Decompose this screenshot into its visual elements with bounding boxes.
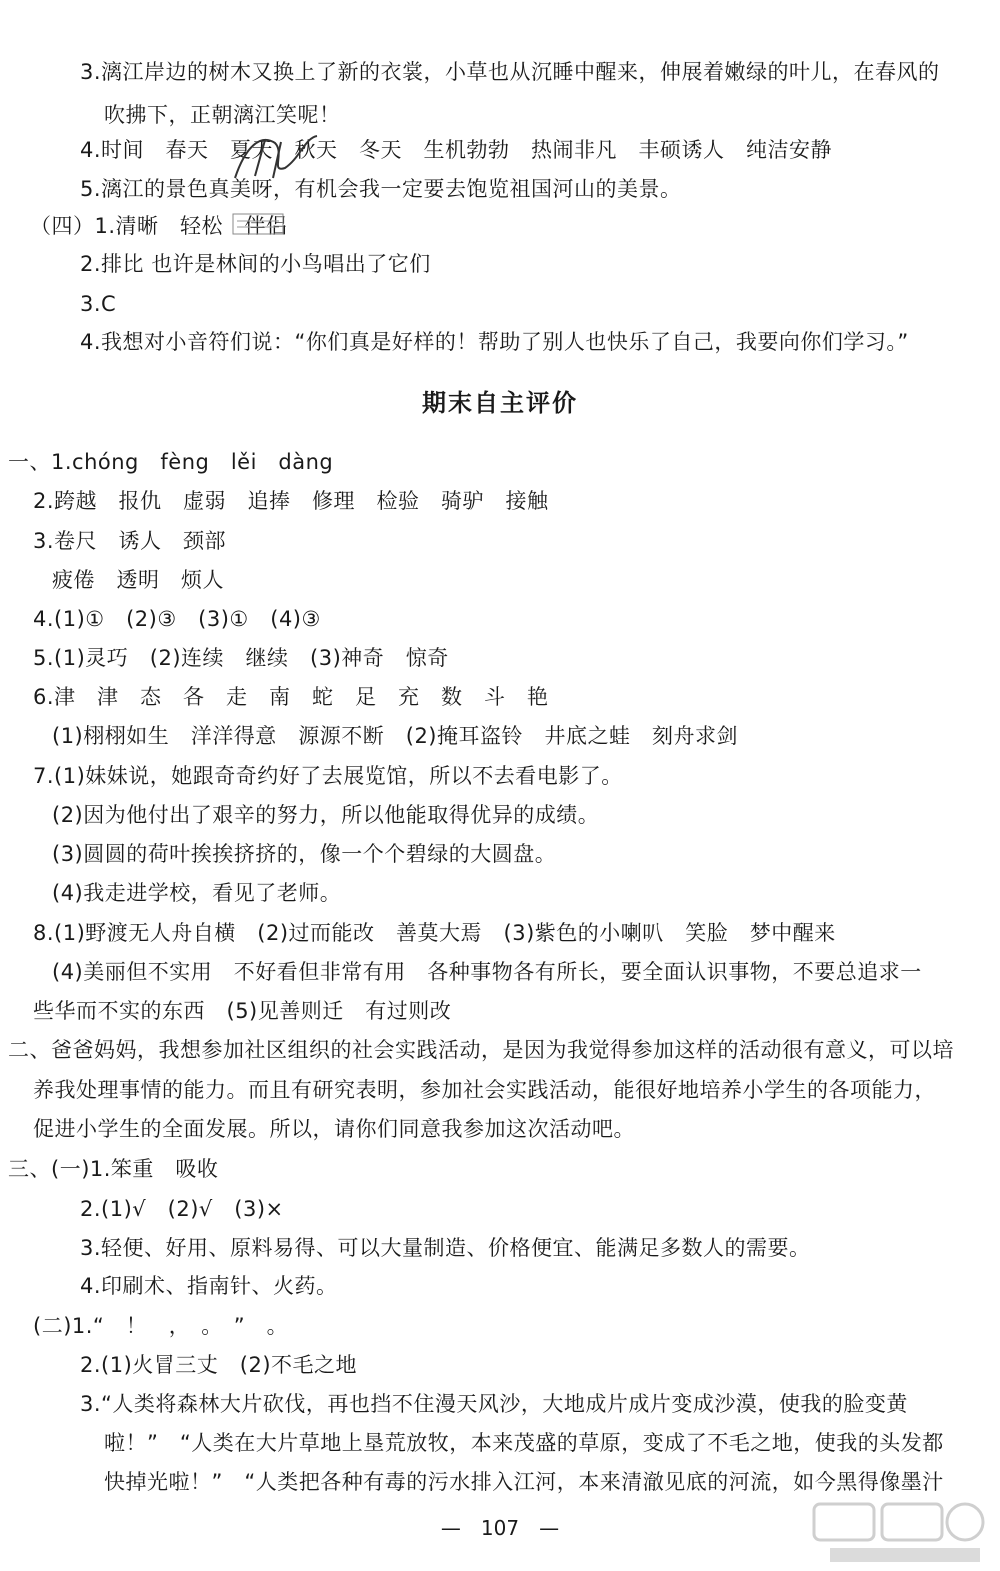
answer-line: (2)因为他付出了艰辛的努力，所以他能取得优异的成绩。 <box>52 803 600 827</box>
answer-line: 3.“人类将森林大片砍伐，再也挡不住漫天风沙，大地成片成片变成沙漠，使我的脸变黄 <box>80 1392 908 1416</box>
answer-line: 2.排比 也许是林间的小鸟唱出了它们 <box>80 252 431 276</box>
answer-line: 5.漓江的景色真美呀，有机会我一定要去饱览祖国河山的美景。 <box>80 177 682 201</box>
answer-line: 4.印刷术、指南针、火药。 <box>80 1274 338 1298</box>
answer-line: (4)我走进学校，看见了老师。 <box>52 881 342 905</box>
answer-line: (二)1.“ ！ ， 。 ” 。 <box>33 1314 289 1338</box>
watermark-logo <box>810 1500 990 1568</box>
answer-line: 些华而不实的东西 (5)见善则迁 有过则改 <box>33 999 452 1023</box>
answer-line: 疲倦 透明 烦人 <box>52 568 224 592</box>
answer-line: 8.(1)野渡无人舟自横 (2)过而能改 善莫大焉 (3)紫色的小喇叭 笑脸 梦中醒来 <box>33 921 836 945</box>
answer-line: 二、爸爸妈妈，我想参加社区组织的社会实践活动，是因为我觉得参加这样的活动很有意义，可以培 <box>8 1038 954 1062</box>
answer-line: 3.漓江岸边的树木又换上了新的衣裳，小草也从沉睡中醒来，伸展着嫩绿的叶儿，在春风的 <box>80 60 940 84</box>
answer-line: (4)美丽但不实用 不好看但非常有用 各种事物各有所长，要全面认识事物，不要总追求一 <box>52 960 922 984</box>
answer-line: 吹拂下，正朝漓江笑呢！ <box>104 103 341 127</box>
answer-line: 3.卷尺 诱人 颈部 <box>33 529 227 553</box>
answer-line: 促进小学生的全面发展。所以，请你们同意我参加这次活动吧。 <box>33 1117 635 1141</box>
answer-line: 6.津 津 态 各 走 南 蛇 足 充 数 斗 艳 <box>33 685 549 709</box>
answer-line: (1)栩栩如生 洋洋得意 源源不断 (2)掩耳盗铃 井底之蛙 刻舟求剑 <box>52 724 738 748</box>
answer-line: 啦！” “人类在大片草地上垦荒放牧，本来茂盛的草原，变成了不毛之地，使我的头发都 <box>104 1431 944 1455</box>
answer-line: 2.跨越 报仇 虚弱 追捧 修理 检验 骑驴 接触 <box>33 489 549 513</box>
answer-line: （四）1.清晰 轻松 伴侣 <box>30 214 288 238</box>
section-title: 期末自主评价 <box>422 389 578 417</box>
answer-line: 3.C <box>80 292 117 316</box>
answer-line: 4.我想对小音符们说：“你们真是好样的！帮助了别人也快乐了自己，我要向你们学习。” <box>80 330 909 354</box>
answer-line: 三、(一)1.笨重 吸收 <box>8 1157 219 1181</box>
answer-line: 7.(1)妹妹说，她跟奇奇约好了去展览馆，所以不去看电影了。 <box>33 764 623 788</box>
answer-line: 3.轻便、好用、原料易得、可以大量制造、价格便宜、能满足多数人的需要。 <box>80 1236 811 1260</box>
answer-line: 5.(1)灵巧 (2)连续 继续 (3)神奇 惊奇 <box>33 646 449 670</box>
answer-line: 一、1.chóng fèng lěi dàng <box>8 450 334 474</box>
page-number: — 107 — <box>440 1516 560 1540</box>
answer-line: 4.时间 春天 夏天 秋天 冬天 生机勃勃 热闹非凡 丰硕诱人 纯洁安静 <box>80 138 833 162</box>
answer-line: 养我处理事情的能力。而且有研究表明，参加社会实践活动，能很好地培养小学生的各项能力， <box>33 1078 936 1102</box>
answer-line: 2.(1)火冒三丈 (2)不毛之地 <box>80 1353 358 1377</box>
handwritten-scribble <box>225 128 325 188</box>
answer-line: 快掉光啦！” “人类把各种有毒的污水排入江河，本来清澈见底的河流，如今黑得像墨汁 <box>104 1470 944 1494</box>
faint-stamp <box>232 213 284 235</box>
answer-line: (3)圆圆的荷叶挨挨挤挤的，像一个个碧绿的大圆盘。 <box>52 842 557 866</box>
answer-line: 2.(1)√ (2)√ (3)× <box>80 1197 284 1221</box>
answer-line: 4.(1)① (2)③ (3)① (4)③ <box>33 607 321 631</box>
